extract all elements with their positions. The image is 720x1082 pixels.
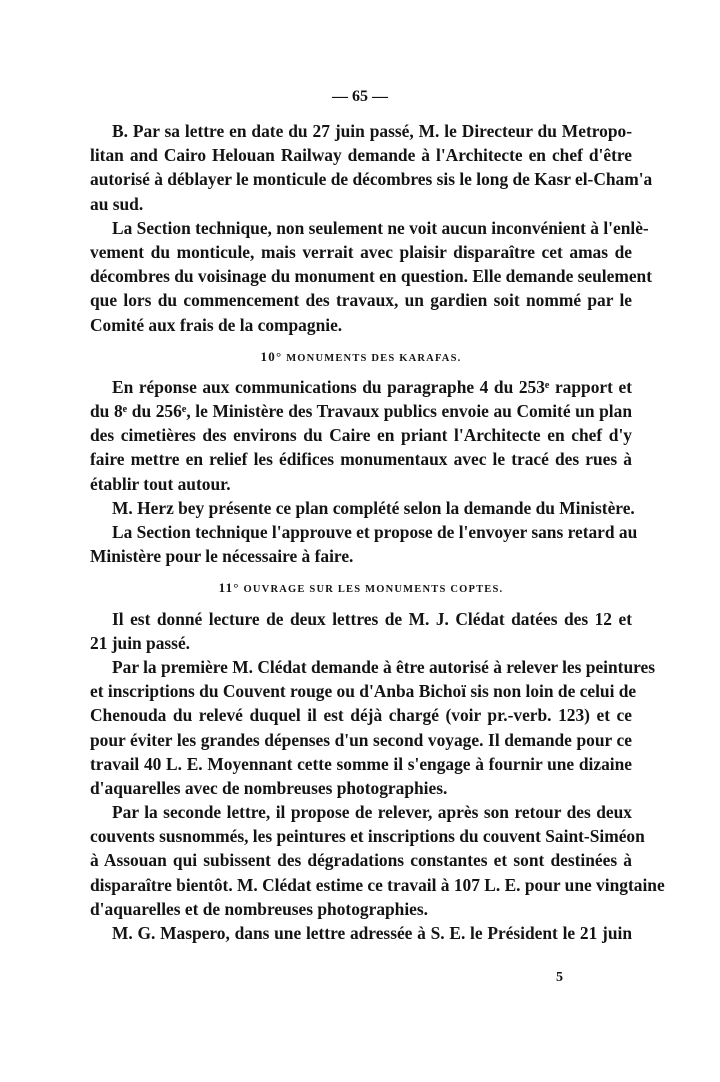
text-line: décombres du voisinage du monument en question. Elle demande seulement	[90, 266, 653, 287]
text-line: que lors du commencement des travaux, un gardien soit nommé par le	[90, 290, 632, 311]
text-line: litan and Cairo Helouan Railway demande à l'Architecte en chef d'être	[90, 145, 632, 166]
text-line: établir tout autour.	[90, 473, 231, 494]
text-line: Chenouda du relevé duquel il est déjà chargé (voir pr.-verb. 123) et ce	[90, 705, 632, 726]
text-line: d'aquarelles et de nombreuses photographies.	[90, 898, 429, 919]
text-line: En réponse aux communications du paragraphe 4 du 253ᵉ rapport et	[112, 376, 632, 397]
text-line: d'aquarelles avec de nombreuses photographies.	[90, 777, 448, 798]
text-line: Ministère pour le nécessaire à faire.	[90, 546, 354, 567]
signature-mark: 5	[556, 970, 563, 985]
text-line: M. Herz bey présente ce plan complété selon la demande du Ministère.	[112, 497, 635, 518]
text-line: et inscriptions du Couvent rouge ou d'Anba Bichoï sis non loin de celui de	[90, 681, 637, 702]
text-line: des cimetières des environs du Caire en priant l'Architecte en chef d'y	[90, 425, 632, 446]
text-line: autorisé à déblayer le monticule de décombres sis le long de Kasr el-Cham'a	[90, 169, 653, 190]
text-line: à Assouan qui subissent des dégradations constantes et sont destinées à	[90, 850, 632, 871]
section-heading	[90, 576, 632, 600]
text-line: Comité aux frais de la compagnie.	[90, 314, 343, 335]
text-line: Par la première M. Clédat demande à être autorisé à relever les peintures	[112, 656, 656, 677]
text-line: au sud.	[90, 193, 144, 214]
text-line: travail 40 L. E. Moyennant cette somme il s'engage à fournir une dizaine	[90, 753, 632, 774]
text-line: 21 juin passé.	[90, 632, 191, 653]
paragraph	[90, 375, 632, 496]
paragraph	[90, 655, 656, 800]
text-line: Il est donné lecture de deux lettres de M. J. Clédat datées des 12 et	[112, 608, 632, 629]
paragraph	[90, 800, 665, 921]
text-line: La Section technique, non seulement ne voit aucun inconvénient à l'enlè-	[112, 217, 649, 238]
text-line: La Section technique l'approuve et propose de l'envoyer sans retard au	[112, 522, 638, 542]
text-line: couvents susnommés, les peintures et inscriptions du couvent Saint-Siméon	[90, 826, 645, 847]
section-title: OUVRAGE SUR LES MONUMENTS COPTES.	[243, 584, 504, 596]
text-line: B. Par sa lettre en date du 27 juin passé, M. le Directeur du Metropo-	[112, 121, 632, 141]
text-line: M. G. Maspero, dans une lettre adressée à S. E. le Président le 21 juin	[112, 923, 632, 943]
section-heading	[90, 345, 632, 369]
section-title: MONUMENTS DES KARAFAS.	[286, 352, 462, 364]
page-number: — 65 —	[332, 88, 388, 105]
paragraph	[90, 921, 632, 945]
text-line: pour éviter les grandes dépenses d'un second voyage. Il demande pour ce	[90, 729, 632, 750]
text-line: vement du monticule, mais verrait avec plaisir disparaître cet amas de	[90, 241, 632, 262]
text-line: du 8ᵉ du 256ᵉ, le Ministère des Travaux publics envoie au Comité un plan	[90, 401, 632, 422]
paragraph	[90, 496, 635, 520]
body-text	[90, 119, 665, 945]
text-line: disparaître bientôt. M. Clédat estime ce travail à 107 L. E. pour une vingtaine	[90, 874, 665, 895]
paragraph	[90, 520, 638, 568]
text-line: faire mettre en relief les édifices monumentaux avec le tracé des rues à	[90, 449, 632, 470]
text-line: Par la seconde lettre, il propose de relever, après son retour des deux	[112, 802, 632, 823]
paragraph	[90, 607, 632, 655]
paragraph	[90, 119, 653, 216]
section-number: 10°	[260, 348, 283, 364]
paragraph	[90, 216, 653, 337]
section-number: 11°	[218, 580, 240, 596]
